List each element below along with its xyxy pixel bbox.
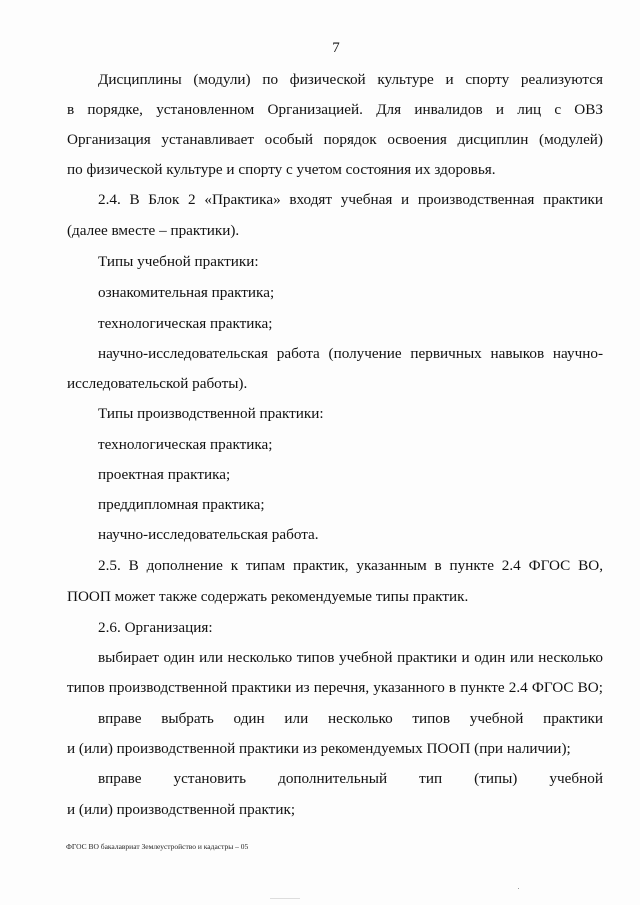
text-line: выбирает один или несколько типов учебной практики и один или несколько [98, 649, 603, 666]
list-item: технологическая практика; [98, 315, 273, 332]
text-line: Типы учебной практики: [98, 253, 259, 270]
text-line: в порядке, установленном Организацией. Для инвалидов и лиц с ОВЗ [67, 101, 603, 118]
page-footer: ФГОС ВО бакалавриат Землеустройство и кадастры – 05 [66, 842, 249, 851]
scan-speck [518, 888, 519, 889]
scan-speck [270, 898, 300, 899]
text-line: типов производственной практики из перечня, указанного в пункте 2.4 ФГОС ВО; [67, 679, 603, 696]
list-item: ознакомительная практика; [98, 284, 275, 301]
text-line: Дисциплины (модули) по физической культуре и спорту реализуются [98, 71, 603, 88]
text-line: 2.5. В дополнение к типам практик, указанным в пункте 2.4 ФГОС ВО, [98, 557, 603, 574]
text-line: 2.6. Организация: [98, 619, 213, 636]
text-line: Организация устанавливает особый порядок освоения дисциплин (модулей) [67, 131, 603, 148]
text-line: 2.4. В Блок 2 «Практика» входят учебная и производственная практики [98, 191, 603, 208]
list-item: научно-исследовательская работа. [98, 526, 319, 543]
text-line: ПООП может также содержать рекомендуемые типы практик. [67, 588, 469, 605]
text-line: (далее вместе – практики). [67, 222, 240, 239]
page-number: 7 [332, 40, 340, 56]
text-line: Типы производственной практики: [98, 405, 324, 422]
text-line: по физической культуре и спорту с учетом состояния их здоровья. [67, 161, 496, 178]
text-line: вправе установить дополнительный тип (типы) учебной [98, 770, 603, 787]
list-item: преддипломная практика; [98, 496, 265, 513]
text-line: и (или) производственной практик; [67, 801, 296, 818]
text-line: исследовательской работы). [67, 375, 248, 392]
text-line: вправе выбрать один или несколько типов учебной практики [98, 710, 603, 727]
list-item: технологическая практика; [98, 436, 273, 453]
list-item: проектная практика; [98, 466, 231, 483]
text-line: и (или) производственной практики из рекомендуемых ПООП (при наличии); [67, 740, 571, 757]
list-item: научно-исследовательская работа (получение первичных навыков научно- [98, 345, 603, 362]
